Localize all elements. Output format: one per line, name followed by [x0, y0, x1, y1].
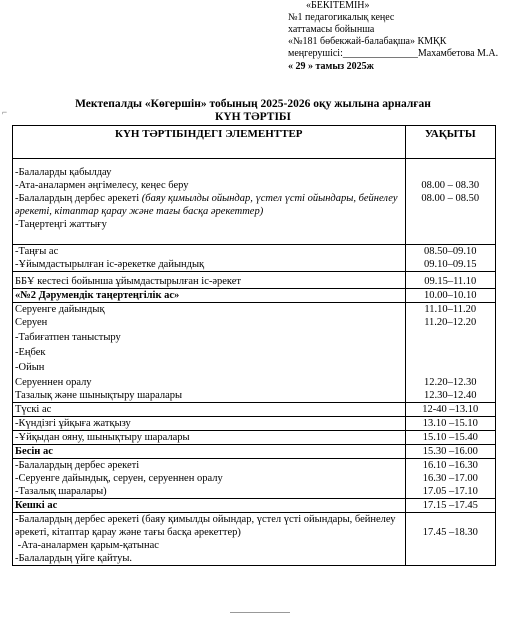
activity-line: Кешкі ас: [15, 500, 58, 511]
signature-blank: _______________: [342, 48, 418, 59]
schedule-table: [12, 125, 496, 566]
time-value: 10.00–10.10: [424, 290, 477, 301]
table-row: [13, 403, 496, 417]
row-times: [405, 289, 496, 303]
row-activities: [13, 403, 406, 417]
row-activities: [13, 289, 406, 303]
activity-line: -Табиғатпен таныстыру: [15, 332, 121, 343]
activity-line: -Тазалық шаралары): [15, 486, 107, 497]
activity-line: «№2 Дәрумендік таңертеңгілік ас»: [15, 290, 180, 301]
column-header-time: УАҚЫТЫ: [405, 126, 496, 159]
activity-note: (баяу қимылды ойындар, үстел үсті ойындары, бейнелеу әрекеті, кітаптар қарау және тағы басқа әрекеттер): [15, 193, 398, 217]
approval-line-4: [288, 48, 498, 60]
row-times: [405, 403, 496, 417]
time-value: 12.20–12.30: [424, 377, 477, 388]
activity-line: Серуенге дайындық: [15, 304, 105, 315]
approval-name: Махамбетова М.А.: [417, 48, 499, 59]
row-times: [405, 417, 496, 431]
row-times: [405, 245, 496, 272]
time-value: 11.10–11.20: [424, 304, 477, 315]
row-times: [405, 303, 496, 403]
time-value: 16.10 –16.30: [422, 460, 478, 471]
time-value: 17.05 –17.10: [422, 486, 478, 497]
activity-line: -Таңертеңгі жаттығу: [15, 219, 107, 230]
approval-position: меңгерушісі:: [288, 48, 343, 59]
activity-line: -Таңғы ас: [15, 246, 59, 257]
row-activities: [13, 303, 406, 403]
row-times: [405, 272, 496, 289]
time-value: 08.00 – 08.50: [421, 193, 480, 204]
time-value: 11.20–12.20: [424, 317, 477, 328]
table-header-row: [13, 126, 496, 159]
approval-line-3: «№181 бөбекжай-балабақша» КМҚК: [288, 36, 447, 47]
time-value: 17.15 –17.45: [422, 500, 478, 511]
table-row: [13, 513, 496, 566]
page-corner-mark: ⌐: [2, 107, 8, 117]
time-value: 09.10–09.15: [424, 259, 477, 270]
time-value: 12.30–12.40: [424, 390, 477, 401]
table-row: [13, 303, 496, 403]
row-times: [405, 459, 496, 499]
activity-line: -Ұйымдастырылған іс-әрекетке дайындық: [15, 259, 205, 270]
time-value: 08.50–09.10: [424, 246, 477, 257]
activity-line: -Серуенге дайындық, серуен, серуеннен оралу: [15, 473, 223, 484]
time-value: 12-40 –13.10: [422, 404, 479, 415]
activity-line: -Күндізгі ұйқыға жатқызу: [15, 418, 131, 429]
activity-line: Серуеннен оралу: [15, 377, 92, 388]
activity-line: -Балалардың дербес әрекеті (баяу қимылды ойындар, үстел үсті ойындары, бейнелеу әрекеті, кітаптар қарау және тағы басқа әрекеттер): [15, 514, 396, 538]
row-activities: [13, 445, 406, 459]
time-value: 16.30 –17.00: [422, 473, 478, 484]
row-activities: [13, 159, 406, 245]
activity-line: -Ұйқыдан ояну, шынықтыру шаралары: [15, 432, 190, 443]
activity-line: -Балаларды қабылдау: [15, 167, 112, 178]
time-value: 08.00 – 08.30: [421, 180, 480, 191]
time-value: 13.10 –15.10: [422, 418, 478, 429]
time-value: 09.15–11.10: [424, 276, 477, 287]
activity-line: -Ата-аналармен қарым-қатынас: [15, 540, 159, 551]
activity-line: ББҰ кестесі бойынша ұйымдастырылған іс-әрекет: [15, 276, 242, 287]
activity-line: -Еңбек: [15, 347, 46, 358]
table-row: [13, 445, 496, 459]
activity-line: -Ойын: [15, 362, 45, 373]
approval-line-2: хаттамасы бойынша: [288, 24, 375, 35]
activity-line: -Ата-аналармен әңгімелесу, кеңес беру: [15, 180, 189, 191]
time-value: 15.30 –16.00: [422, 446, 478, 457]
table-row: [13, 417, 496, 431]
approval-heading: «БЕКІТЕМІН»: [306, 0, 370, 11]
table-row: [13, 459, 496, 499]
page-footer-rule: [230, 612, 290, 614]
time-value: 17.45 –18.30: [422, 527, 478, 538]
time-value: [408, 331, 494, 344]
approval-line-1: №1 педагогикалық кеңес: [288, 12, 395, 23]
activity-line: Тазалық және шынықтыру шаралары: [15, 390, 183, 401]
activity-line: -Балалардың үйге қайтуы.: [15, 553, 133, 564]
row-activities: [13, 459, 406, 499]
activity-text: -Балалардың дербес әрекеті: [15, 193, 140, 204]
approval-date: « 29 » тамыз 2025ж: [288, 61, 374, 72]
row-activities: [13, 513, 406, 566]
activity-line: Серуен: [15, 317, 48, 328]
document-subtitle: КҮН ТӘРТІБІ: [214, 111, 292, 123]
row-times: [405, 431, 496, 445]
activity-line: Бесін ас: [15, 446, 53, 457]
row-activities: [13, 272, 406, 289]
row-activities: [13, 245, 406, 272]
row-times: [405, 445, 496, 459]
time-value: [408, 346, 494, 359]
approval-block: [288, 0, 498, 73]
activity-line: Түскі ас: [15, 404, 52, 415]
table-row: [13, 272, 496, 289]
activity-line: -Балалардың дербес әрекеті: [15, 460, 140, 471]
row-times: [405, 513, 496, 566]
row-activities: [13, 431, 406, 445]
table-row: [13, 159, 496, 245]
time-value: 15.10 –15.40: [422, 432, 478, 443]
row-activities: [13, 417, 406, 431]
table-row: [13, 245, 496, 272]
time-value: [408, 361, 494, 374]
row-times: [405, 159, 496, 245]
table-row: [13, 289, 496, 303]
row-times: [405, 499, 496, 513]
table-row: [13, 499, 496, 513]
time-value: [408, 513, 494, 526]
document-title: Мектепалды «Көгершін» тобының 2025-2026 оқу жылына арналған: [75, 98, 431, 110]
time-value: [408, 166, 494, 179]
row-activities: [13, 499, 406, 513]
activity-line: [15, 192, 403, 218]
column-header-elements: КҮН ТӘРТІБІНДЕГІ ЭЛЕМЕНТТЕР: [13, 126, 406, 159]
table-row: [13, 431, 496, 445]
